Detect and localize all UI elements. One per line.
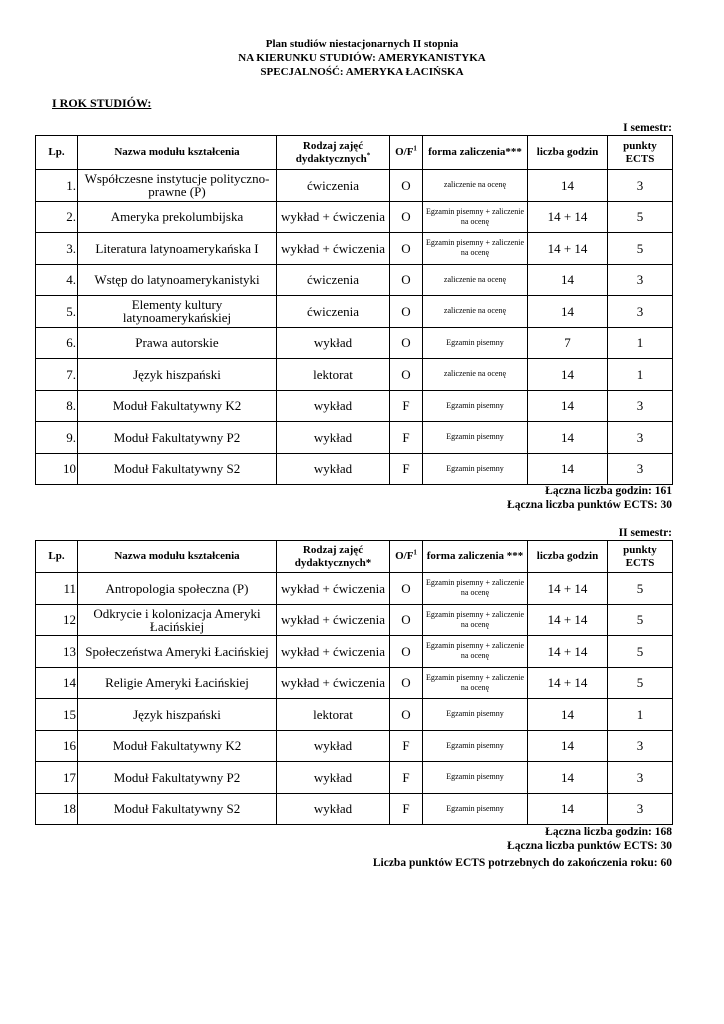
table-header-row — [36, 541, 673, 573]
cell-forma: Egzamin pisemny + zaliczenie na ocenę — [423, 604, 528, 636]
cell-ects: 3 — [608, 264, 673, 296]
col-lp: Lp. — [36, 136, 78, 170]
of-footnote-mark: 1 — [413, 144, 417, 153]
cell-forma: zaliczenie na ocenę — [423, 296, 528, 328]
cell-rodzaj: wykład — [277, 453, 390, 485]
table-row — [36, 327, 673, 359]
forma-footnote-mark: *** — [505, 146, 522, 158]
cell-nazwa: Wstęp do latynoamerykanistyki — [78, 264, 277, 296]
table-row — [36, 170, 673, 202]
cell-ects: 1 — [608, 359, 673, 391]
cell-forma: Egzamin pisemny — [423, 762, 528, 794]
table-row — [36, 730, 673, 762]
cell-godziny: 14 — [528, 422, 608, 454]
cell-forma: Egzamin pisemny — [423, 699, 528, 731]
cell-nazwa: Literatura latynoamerykańska I — [78, 233, 277, 265]
cell-of: O — [390, 604, 423, 636]
cell-ects: 5 — [608, 573, 673, 605]
cell-godziny: 14 + 14 — [528, 201, 608, 233]
cell-nazwa: Ameryka prekolumbijska — [78, 201, 277, 233]
semester2-body — [36, 573, 673, 825]
cell-ects: 5 — [608, 604, 673, 636]
cell-lp: 17 — [36, 762, 78, 794]
semester2-total-hours: Łączna liczba godzin: 168 — [545, 826, 672, 838]
cell-lp: 2. — [36, 201, 78, 233]
cell-rodzaj: wykład — [277, 390, 390, 422]
cell-nazwa: Elementy kultury latynoamerykańskiej — [78, 296, 277, 328]
cell-forma: Egzamin pisemny + zaliczenie na ocenę — [423, 573, 528, 605]
year-total-ects: Liczba punktów ECTS potrzebnych do zakończenia roku: 60 — [372, 857, 672, 869]
table-row — [36, 453, 673, 485]
cell-ects: 3 — [608, 793, 673, 825]
cell-rodzaj: wykład + ćwiczenia — [277, 636, 390, 668]
col-nazwa: Nazwa modułu kształcenia — [78, 541, 277, 573]
cell-lp: 9. — [36, 422, 78, 454]
table-row — [36, 636, 673, 668]
cell-ects: 1 — [608, 327, 673, 359]
cell-ects: 3 — [608, 390, 673, 422]
table-row — [36, 762, 673, 794]
cell-nazwa: Społeczeństwa Ameryki Łacińskiej — [78, 636, 277, 668]
col-ects: punkty ECTS — [608, 541, 673, 573]
cell-lp: 13 — [36, 636, 78, 668]
cell-lp: 12 — [36, 604, 78, 636]
table-row — [36, 667, 673, 699]
cell-lp: 18 — [36, 793, 78, 825]
cell-forma: Egzamin pisemny — [423, 390, 528, 422]
cell-of: O — [390, 233, 423, 265]
cell-nazwa: Język hiszpański — [78, 359, 277, 391]
cell-rodzaj: wykład + ćwiczenia — [277, 604, 390, 636]
cell-nazwa: Prawa autorskie — [78, 327, 277, 359]
cell-rodzaj: wykład — [277, 422, 390, 454]
cell-godziny: 14 — [528, 453, 608, 485]
cell-nazwa: Moduł Fakultatywny P2 — [78, 422, 277, 454]
cell-forma: Egzamin pisemny + zaliczenie na ocenę — [423, 201, 528, 233]
cell-lp: 7. — [36, 359, 78, 391]
cell-ects: 1 — [608, 699, 673, 731]
col-of: $O/F^1$ — [390, 136, 423, 170]
cell-forma: Egzamin pisemny + zaliczenie na ocenę — [423, 233, 528, 265]
cell-rodzaj: wykład — [277, 730, 390, 762]
cell-forma: zaliczenie na ocenę — [423, 359, 528, 391]
semester1-total-hours: Łączna liczba godzin: 161 — [545, 485, 672, 497]
of-footnote-mark: 1 — [413, 548, 417, 557]
cell-ects: 5 — [608, 233, 673, 265]
cell-lp: 11 — [36, 573, 78, 605]
cell-of: O — [390, 636, 423, 668]
cell-godziny: 14 — [528, 296, 608, 328]
cell-godziny: 7 — [528, 327, 608, 359]
cell-lp: 15 — [36, 699, 78, 731]
cell-of: O — [390, 699, 423, 731]
table-row — [36, 390, 673, 422]
semester1-title: I semestr: — [623, 122, 672, 134]
table-row — [36, 264, 673, 296]
cell-of: O — [390, 573, 423, 605]
cell-godziny: 14 + 14 — [528, 573, 608, 605]
cell-godziny: 14 — [528, 359, 608, 391]
cell-nazwa: Moduł Fakultatywny K2 — [78, 390, 277, 422]
cell-forma: Egzamin pisemny + zaliczenie na ocenę — [423, 636, 528, 668]
cell-godziny: 14 + 14 — [528, 667, 608, 699]
col-nazwa: Nazwa modułu kształcenia — [78, 136, 277, 170]
cell-of: O — [390, 327, 423, 359]
year-title: I ROK STUDIÓW: — [52, 96, 152, 110]
col-of: $O/F^1$ — [390, 541, 423, 573]
cell-of: O — [390, 359, 423, 391]
cell-lp: 3. — [36, 233, 78, 265]
cell-rodzaj: wykład + ćwiczenia — [277, 667, 390, 699]
cell-nazwa: Odkrycie i kolonizacja Ameryki Łacińskiej — [78, 604, 277, 636]
cell-ects: 3 — [608, 762, 673, 794]
cell-godziny: 14 — [528, 264, 608, 296]
cell-of: O — [390, 170, 423, 202]
cell-of: O — [390, 264, 423, 296]
table-header-row — [36, 136, 673, 170]
doc-field: NA KIERUNKU STUDIÓW: AMERYKANISTYKA — [238, 52, 486, 64]
cell-nazwa: Religie Ameryki Łacińskiej — [78, 667, 277, 699]
semester1-body — [36, 170, 673, 485]
cell-ects: 3 — [608, 453, 673, 485]
cell-of: F — [390, 422, 423, 454]
doc-specialty: SPECJALNOŚĆ: AMERYKA ŁACIŃSKA — [260, 66, 464, 78]
cell-rodzaj: ćwiczenia — [277, 296, 390, 328]
cell-ects: 5 — [608, 667, 673, 699]
cell-godziny: 14 — [528, 762, 608, 794]
table-row — [36, 573, 673, 605]
cell-godziny: 14 — [528, 793, 608, 825]
col-rodzaj: Rodzaj zajęć dydaktycznych* — [277, 541, 390, 573]
col-liczba: liczba godzin — [528, 541, 608, 573]
table-row — [36, 201, 673, 233]
cell-lp: 14 — [36, 667, 78, 699]
doc-title: Plan studiów niestacjonarnych II stopnia — [265, 38, 459, 50]
cell-lp: 6. — [36, 327, 78, 359]
cell-rodzaj: wykład — [277, 793, 390, 825]
cell-nazwa: Moduł Fakultatywny P2 — [78, 762, 277, 794]
table-row — [36, 233, 673, 265]
cell-forma: Egzamin pisemny — [423, 422, 528, 454]
cell-lp: 5. — [36, 296, 78, 328]
cell-godziny: 14 + 14 — [528, 604, 608, 636]
cell-of: O — [390, 667, 423, 699]
cell-rodzaj: ćwiczenia — [277, 170, 390, 202]
rodzaj-footnote-mark: * — [366, 150, 371, 159]
col-forma: forma zaliczenia *** — [423, 541, 528, 573]
cell-of: O — [390, 296, 423, 328]
cell-of: F — [390, 453, 423, 485]
semester2-table — [35, 540, 673, 825]
col-ects: punkty ECTS — [608, 136, 673, 170]
cell-forma: Egzamin pisemny — [423, 327, 528, 359]
cell-ects: 3 — [608, 422, 673, 454]
cell-rodzaj: wykład + ćwiczenia — [277, 201, 390, 233]
cell-nazwa: Moduł Fakultatywny K2 — [78, 730, 277, 762]
cell-of: F — [390, 793, 423, 825]
table-row — [36, 793, 673, 825]
cell-forma: zaliczenie na ocenę — [423, 170, 528, 202]
cell-forma: Egzamin pisemny — [423, 453, 528, 485]
cell-godziny: 14 + 14 — [528, 636, 608, 668]
cell-forma: Egzamin pisemny + zaliczenie na ocenę — [423, 667, 528, 699]
cell-nazwa: Moduł Fakultatywny S2 — [78, 793, 277, 825]
cell-forma: Egzamin pisemny — [423, 793, 528, 825]
semester2-total-ects: Łączna liczba punktów ECTS: 30 — [507, 840, 672, 852]
table-row — [36, 359, 673, 391]
cell-ects: 5 — [608, 201, 673, 233]
cell-forma: zaliczenie na ocenę — [423, 264, 528, 296]
cell-of: F — [390, 762, 423, 794]
cell-godziny: 14 — [528, 390, 608, 422]
cell-rodzaj: wykład + ćwiczenia — [277, 233, 390, 265]
cell-rodzaj: lektorat — [277, 359, 390, 391]
cell-lp: 8. — [36, 390, 78, 422]
cell-godziny: 14 — [528, 170, 608, 202]
cell-of: F — [390, 730, 423, 762]
col-lp: Lp. — [36, 541, 78, 573]
table-row — [36, 604, 673, 636]
cell-ects: 3 — [608, 730, 673, 762]
cell-ects: 3 — [608, 170, 673, 202]
cell-lp: 4. — [36, 264, 78, 296]
col-rodzaj: Rodzaj zajęć dydaktycznych* — [277, 136, 390, 170]
col-forma: forma zaliczenia*** — [423, 136, 528, 170]
table-row — [36, 296, 673, 328]
cell-of: F — [390, 390, 423, 422]
cell-rodzaj: ćwiczenia — [277, 264, 390, 296]
cell-godziny: 14 — [528, 699, 608, 731]
cell-rodzaj: wykład — [277, 327, 390, 359]
cell-nazwa: Język hiszpański — [78, 699, 277, 731]
table-row — [36, 699, 673, 731]
cell-nazwa: Antropologia społeczna (P) — [78, 573, 277, 605]
forma-footnote-mark: *** — [504, 550, 524, 562]
cell-rodzaj: lektorat — [277, 699, 390, 731]
cell-rodzaj: wykład + ćwiczenia — [277, 573, 390, 605]
cell-godziny: 14 + 14 — [528, 233, 608, 265]
table-row — [36, 422, 673, 454]
cell-lp: 10 — [36, 453, 78, 485]
col-liczba: liczba godzin — [528, 136, 608, 170]
cell-of: O — [390, 201, 423, 233]
cell-nazwa: Moduł Fakultatywny S2 — [78, 453, 277, 485]
cell-rodzaj: wykład — [277, 762, 390, 794]
cell-forma: Egzamin pisemny — [423, 730, 528, 762]
semester1-total-ects: Łączna liczba punktów ECTS: 30 — [507, 499, 672, 511]
cell-ects: 5 — [608, 636, 673, 668]
cell-godziny: 14 — [528, 730, 608, 762]
cell-ects: 3 — [608, 296, 673, 328]
cell-lp: 16 — [36, 730, 78, 762]
cell-lp: 1. — [36, 170, 78, 202]
semester1-table — [35, 135, 673, 485]
rodzaj-footnote-mark: * — [365, 556, 372, 569]
semester2-title: II semestr: — [618, 527, 672, 539]
cell-nazwa: Współczesne instytucje polityczno-prawne (P) — [78, 170, 277, 202]
